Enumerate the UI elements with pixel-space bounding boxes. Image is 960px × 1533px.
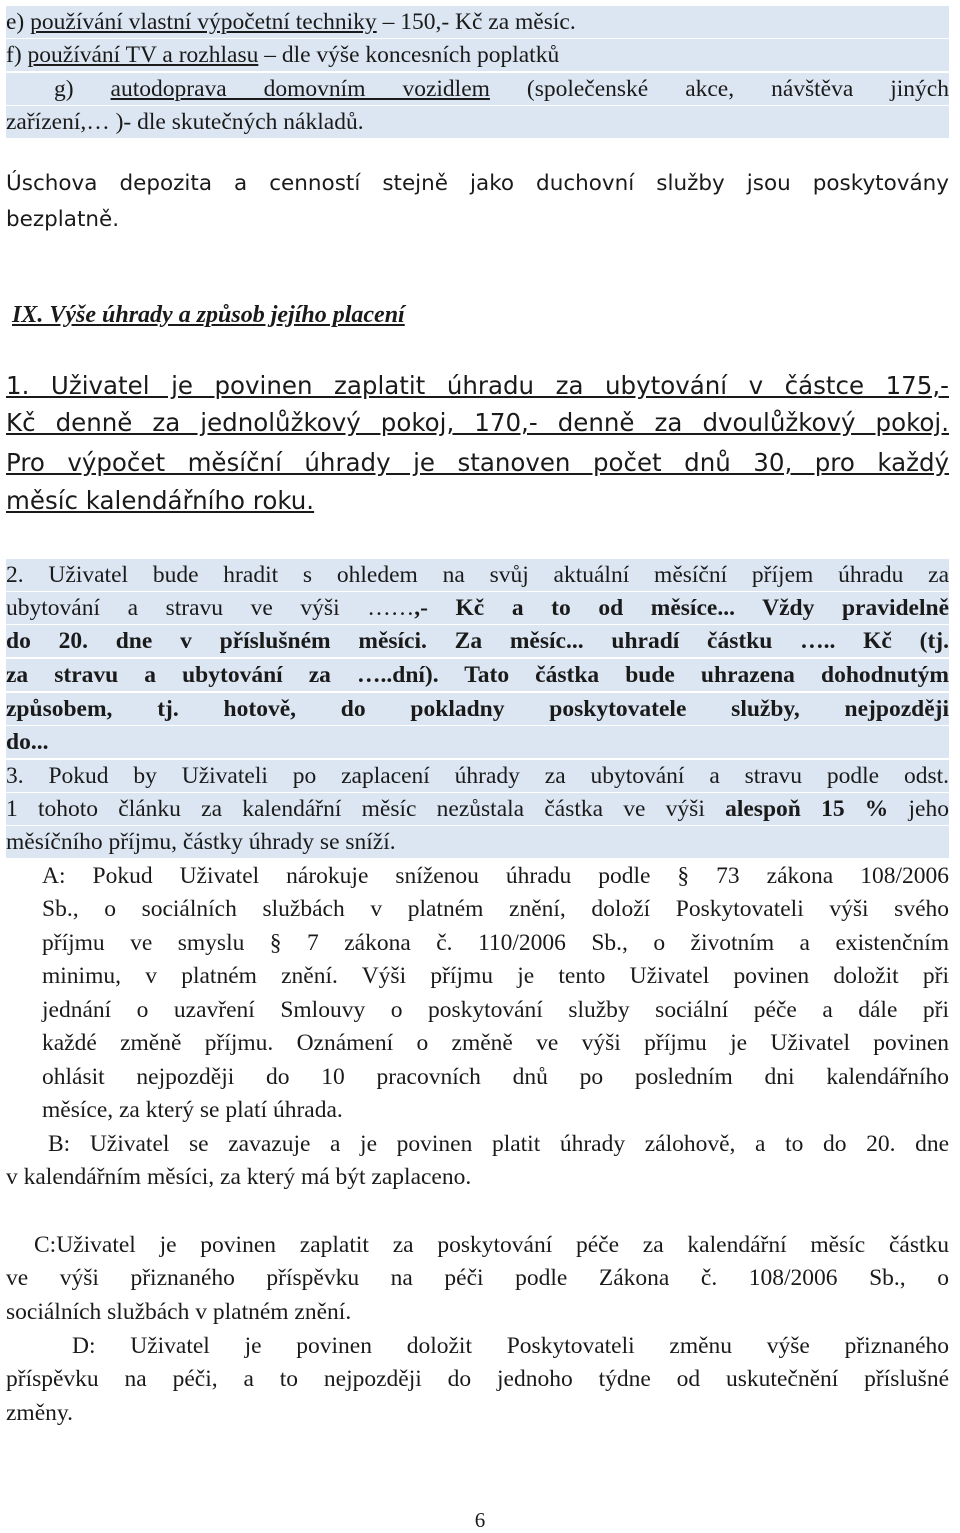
clause-3-line-2-bold: alespoň 15 %	[725, 796, 889, 822]
clause-2-line-6: do...	[6, 726, 949, 758]
clause-2-line-5: způsobem, tj. hotově, do pokladny poskytovatele služby, nejpozději	[6, 693, 949, 725]
clause-3-line-2	[6, 793, 949, 825]
item-g	[6, 73, 949, 105]
clause-2-line-2-bold: ,- Kč a to od měsíce... Vždy pravidelně	[414, 595, 949, 621]
clause-3-line-3: měsíčního příjmu, částky úhrady se sníží.	[6, 826, 949, 858]
subclause-a-line-4: minimu, v platném znění. Výši příjmu je tento Uživatel povinen doložit při	[42, 963, 949, 989]
subclause-b-line-1: B: Uživatel se zavazuje a je povinen platit úhrady zálohově, a to do 20. dne	[48, 1131, 949, 1157]
item-f-label: používání TV a rozhlasu	[27, 42, 259, 68]
clause-1-line-3: Pro výpočet měsíční úhrady je stanoven počet dnů 30, pro každý	[6, 448, 949, 477]
item-e	[6, 6, 949, 38]
clause-2-line-2-text: ubytování a stravu ve výši ……	[6, 595, 415, 621]
item-e-price: – 150,- Kč za měsíc.	[376, 9, 576, 35]
clause-1-line-2: Kč denně za jednolůžkový pokoj, 170,- denně za dvoulůžkový pokoj.	[6, 408, 949, 437]
clause-2-line-3: do 20. dne v příslušném měsíci. Za měsíc... uhradí částku ….. Kč (tj.	[6, 625, 949, 657]
custody-paragraph-line-1: Úschova depozita a cenností stejně jako duchovní služby jsou poskytovány	[6, 171, 949, 196]
item-e-marker: e)	[6, 9, 31, 35]
subclause-c-line-2: ve výši přiznaného příspěvku na péči podle Zákona č. 108/2006 Sb., o	[6, 1265, 949, 1291]
subclause-a-line-7: ohlásit nejpozději do 10 pracovních dnů po posledním dni kalendářního	[42, 1064, 949, 1090]
subclause-d-line-3: změny.	[6, 1400, 73, 1426]
subclause-d-line-2: příspěvku na péči, a to nejpozději do jednoho týdne od uskutečnění příslušné	[6, 1366, 949, 1392]
subclause-b-line-2: v kalendářním měsíci, za který má být zaplaceno.	[6, 1164, 472, 1190]
item-f-marker: f)	[6, 42, 28, 68]
clause-2-line-2	[6, 592, 949, 624]
clause-2-line-1: 2. Uživatel bude hradit s ohledem na svůj aktuální měsíční příjem úhradu za	[6, 559, 949, 591]
item-g-marker: g)	[54, 76, 111, 102]
item-g-continuation: zařízení,… )- dle skutečných nákladů.	[6, 106, 949, 138]
item-g-note: (společenské akce, návštěva jiných	[489, 76, 949, 102]
subclause-a-line-2: Sb., o sociálních službách v platném znění, doloží Poskytovateli výši svého	[42, 896, 949, 922]
subclause-c-line-3: sociálních službách v platném znění.	[6, 1299, 352, 1325]
subclause-a-line-5: jednání o uzavření Smlouvy o poskytování služby sociální péče a dále při	[42, 997, 949, 1023]
subclause-a-line-8: měsíce, za který se platí úhrada.	[42, 1097, 343, 1123]
clause-3-line-1: 3. Pokud by Uživateli po zaplacení úhrady za ubytování a stravu podle odst.	[6, 760, 949, 792]
subclause-d-line-1: D: Uživatel je povinen doložit Poskytovateli změnu výše přiznaného	[72, 1333, 949, 1359]
subclause-a-line-6: každé změně příjmu. Oznámení o změně ve výši příjmu je Uživatel povinen	[42, 1030, 949, 1056]
subclause-a-line-3: příjmu ve smyslu § 7 zákona č. 110/2006 Sb., o životním a existenčním	[42, 930, 949, 956]
clause-1-line-1: 1. Uživatel je povinen zaplatit úhradu za ubytování v částce 175,-	[6, 371, 949, 400]
clause-2-line-4: za stravu a ubytování za …..dní). Tato částka bude uhrazena dohodnutým	[6, 659, 949, 691]
subclause-c-line-1: C:Uživatel je povinen zaplatit za poskytování péče za kalendářní měsíc částku	[34, 1232, 949, 1258]
page-number: 6	[474, 1508, 486, 1532]
item-f-price: – dle výše koncesních poplatků	[258, 42, 560, 68]
item-f	[6, 39, 949, 71]
custody-paragraph-line-2: bezplatně.	[6, 207, 120, 232]
item-g-label: autodoprava domovním vozidlem	[110, 76, 490, 102]
clause-1-line-4: měsíc kalendářního roku.	[6, 486, 315, 515]
section-heading: IX. Výše úhrady a způsob jejího placení	[12, 302, 405, 328]
clause-3-line-2-tail: jeho	[888, 796, 949, 822]
subclause-a-line-1: A: Pokud Uživatel nárokuje sníženou úhradu podle § 73 zákona 108/2006	[42, 863, 949, 889]
clause-3-line-2-text: 1 tohoto článku za kalendářní měsíc nezůstala částka ve výši	[6, 796, 726, 822]
item-e-label: používání vlastní výpočetní techniky	[30, 9, 377, 35]
